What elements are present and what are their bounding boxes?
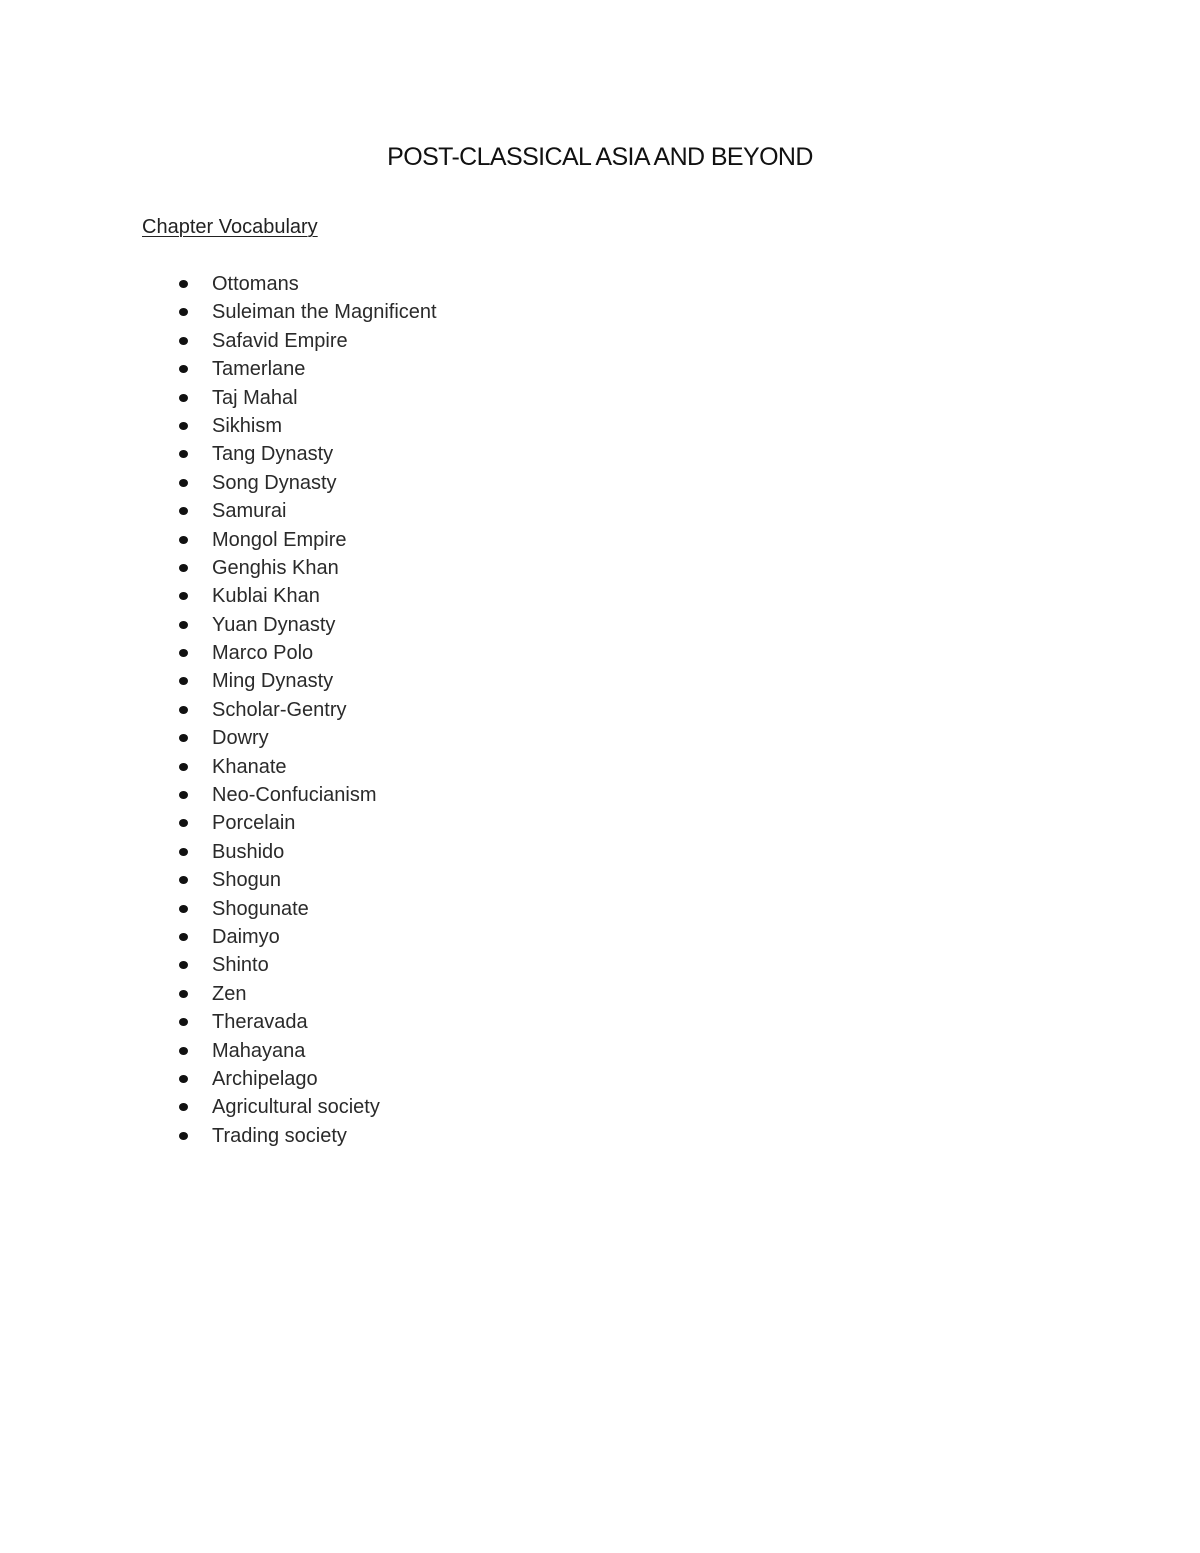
bullet-icon [179, 848, 188, 856]
bullet-icon [179, 592, 188, 600]
vocabulary-term: Samurai [212, 500, 287, 523]
bullet-icon [179, 876, 188, 884]
bullet-icon [179, 1103, 188, 1111]
bullet-icon [179, 394, 188, 402]
vocabulary-term: Shinto [212, 954, 269, 977]
bullet-icon [179, 819, 188, 827]
bullet-icon [179, 280, 188, 288]
vocabulary-term: Shogunate [212, 897, 309, 920]
vocabulary-term: Tamerlane [212, 358, 306, 381]
vocabulary-term: Ottomans [212, 273, 299, 295]
bullet-icon [179, 337, 188, 345]
vocabulary-term: Archipelago [212, 1067, 318, 1090]
vocabulary-term: Shogun [212, 869, 281, 892]
vocabulary-term: Sikhism [212, 414, 283, 437]
vocabulary-term: Safavid Empire [212, 329, 348, 352]
bullet-icon [179, 905, 188, 913]
vocabulary-term: Taj Mahal [212, 386, 298, 409]
vocabulary-term: Khanate [212, 755, 287, 778]
vocabulary-term: Marco Polo [212, 642, 314, 665]
vocabulary-term: Agricultural society [212, 1096, 380, 1119]
vocabulary-term: Zen [212, 982, 247, 1005]
bullet-icon [179, 649, 188, 657]
vocabulary-term: Tang Dynasty [212, 443, 334, 466]
bullet-icon [179, 677, 188, 685]
vocabulary-term: Dowry [212, 727, 269, 750]
bullet-icon [179, 1075, 188, 1083]
bullet-icon [179, 450, 188, 458]
bullet-icon [179, 621, 188, 629]
bullet-icon [179, 791, 188, 799]
bullet-icon [179, 1047, 188, 1055]
vocabulary-term: Mongol Empire [212, 528, 347, 551]
vocabulary-term: Bushido [212, 840, 285, 863]
bullet-icon [179, 536, 188, 544]
vocabulary-term: Yuan Dynasty [212, 613, 336, 636]
document-title: POST-CLASSICAL ASIA AND BEYOND [387, 143, 813, 171]
vocabulary-term: Ming Dynasty [212, 670, 334, 693]
bullet-icon [179, 422, 188, 430]
vocabulary-term: Song Dynasty [212, 471, 337, 494]
bullet-icon [179, 706, 188, 714]
section-heading-chapter-vocabulary: Chapter Vocabulary [142, 216, 318, 238]
bullet-icon [179, 933, 188, 941]
bullet-icon [179, 365, 188, 373]
vocabulary-term: Mahayana [212, 1039, 306, 1062]
vocabulary-term: Porcelain [212, 812, 296, 835]
vocabulary-term: Scholar-Gentry [212, 698, 347, 721]
vocabulary-term: Kublai Khan [212, 585, 320, 608]
vocabulary-term: Theravada [212, 1011, 308, 1034]
vocabulary-term: Neo-Confucianism [212, 784, 377, 807]
bullet-icon [179, 961, 188, 969]
bullet-icon [179, 990, 188, 998]
vocabulary-term: Trading society [212, 1124, 347, 1147]
bullet-icon [179, 734, 188, 742]
vocabulary-term: Genghis Khan [212, 556, 339, 579]
vocabulary-term: Suleiman the Magnificent [212, 301, 437, 324]
bullet-icon [179, 308, 188, 316]
bullet-icon [179, 763, 188, 771]
bullet-icon [179, 1018, 188, 1026]
bullet-icon [179, 1132, 188, 1140]
bullet-icon [179, 479, 188, 487]
vocabulary-term: Daimyo [212, 925, 280, 948]
bullet-icon [179, 507, 188, 515]
bullet-icon [179, 564, 188, 572]
